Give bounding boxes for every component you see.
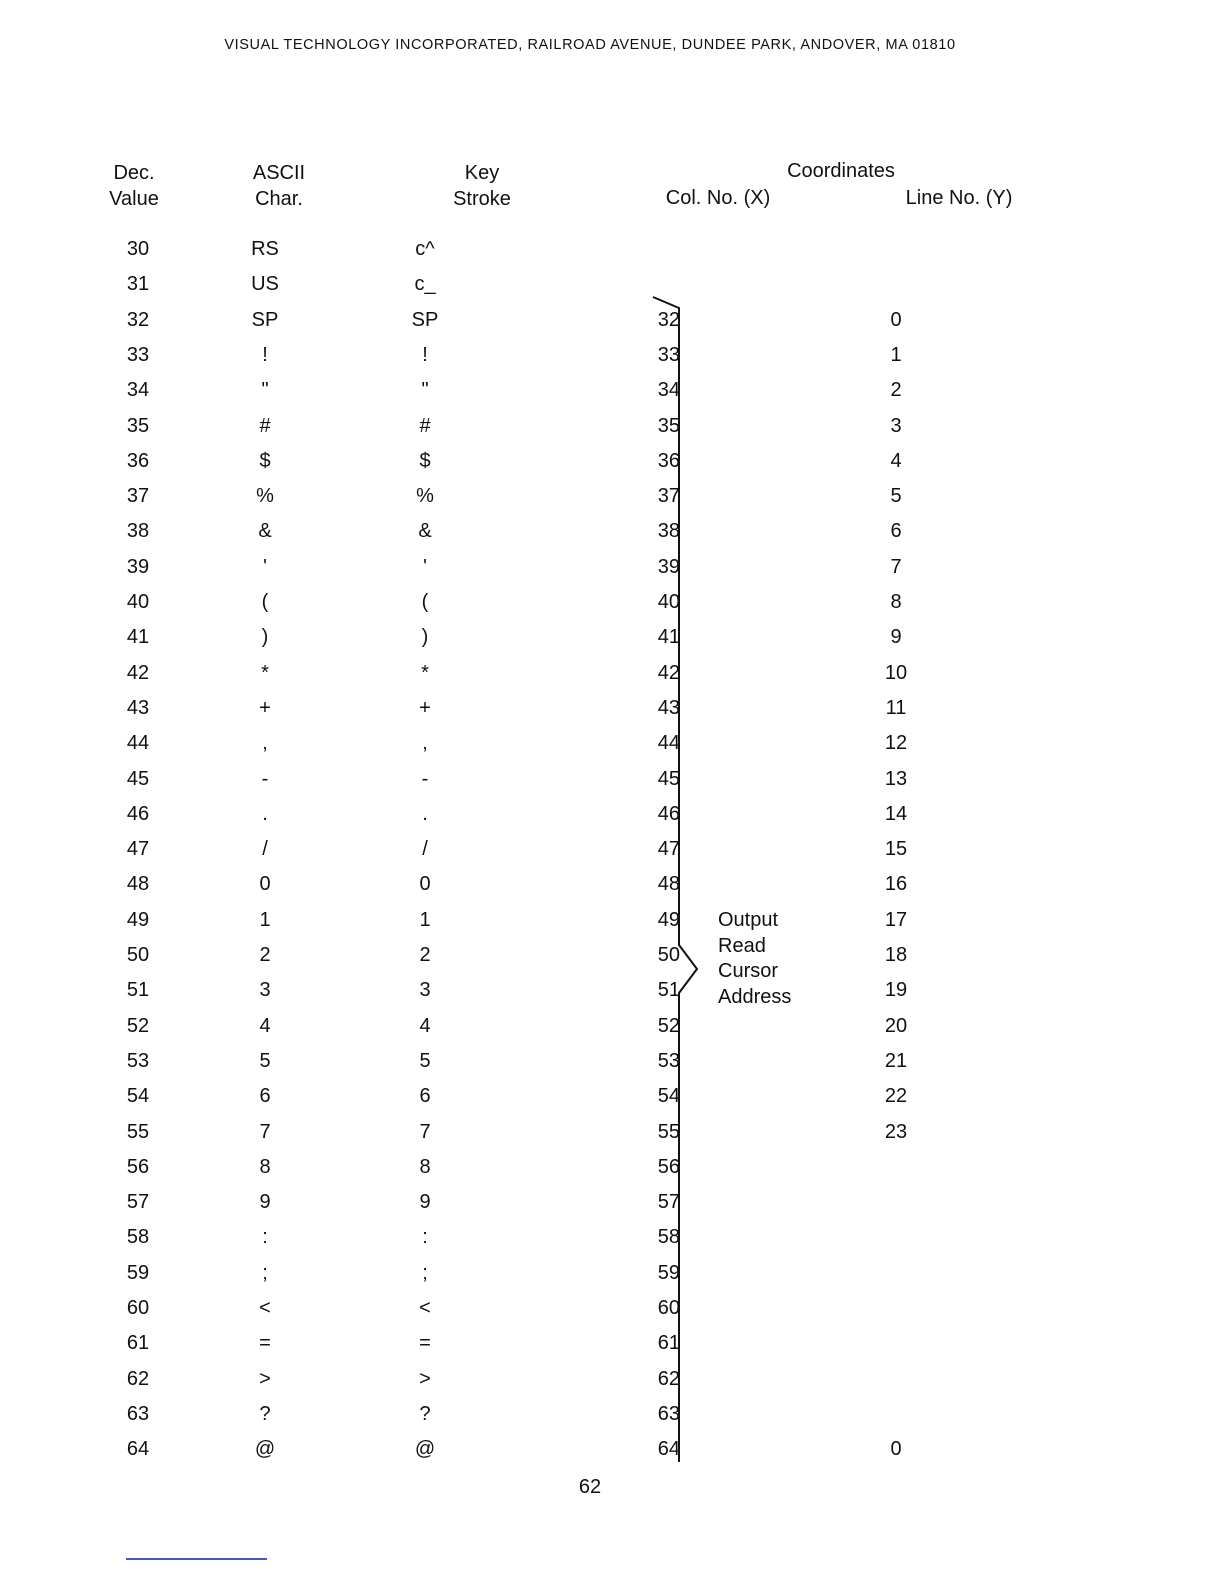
ascii-cell: <: [259, 1297, 271, 1319]
dec-cell: 44: [126, 732, 150, 755]
key-cell: (: [421, 591, 429, 613]
dec-cell: 32: [126, 308, 150, 331]
dec-cell: 63: [126, 1402, 150, 1425]
key-cell: -: [421, 767, 429, 790]
col-cell: 57: [657, 1191, 680, 1214]
col-cell: 63: [657, 1402, 680, 1425]
ascii-cell: $: [259, 449, 271, 472]
ascii-cell: #: [259, 414, 271, 437]
dec-cell: 33: [126, 343, 150, 366]
key-cell: 3: [419, 979, 431, 1002]
line-cell: 1: [890, 343, 902, 366]
footer-rule: [126, 1558, 267, 1560]
ascii-cell: SP: [251, 308, 279, 331]
ascii-cell: US: [251, 273, 279, 296]
key-header-line1: Key: [464, 162, 500, 184]
ascii-cell: 4: [259, 1014, 271, 1037]
ascii-header-line1: ASCII: [252, 162, 306, 184]
ascii-cell: 1: [259, 908, 271, 931]
line-cell: 4: [890, 449, 902, 472]
dec-cell: 59: [126, 1261, 150, 1284]
ascii-cell: +: [259, 696, 271, 719]
dec-cell: 47: [126, 838, 150, 861]
line-no-header: Line No. (Y): [905, 187, 1013, 209]
col-cell: 55: [657, 1120, 680, 1143]
key-header-line2: Stroke: [453, 188, 511, 210]
ascii-cell: (: [261, 591, 269, 613]
col-cell: 45: [657, 767, 680, 790]
dec-cell: 53: [126, 1049, 150, 1072]
dec-cell: 61: [126, 1332, 150, 1355]
line-cell: 10: [884, 661, 908, 684]
dec-cell: 60: [126, 1297, 150, 1319]
dec-cell: 45: [126, 767, 150, 790]
col-cell: 35: [657, 414, 680, 437]
dec-cell: 39: [126, 555, 150, 578]
col-cell: 62: [657, 1367, 680, 1390]
key-cell: ': [423, 555, 427, 578]
dec-cell: 38: [126, 520, 150, 543]
col-cell: 37: [657, 485, 680, 508]
line-cell: 21: [884, 1049, 908, 1072]
key-cell: @: [414, 1438, 436, 1461]
col-cell: 52: [657, 1014, 680, 1037]
dec-cell: 42: [126, 661, 150, 684]
line-cell: 13: [884, 767, 908, 790]
dec-cell: 35: [126, 414, 150, 437]
line-cell: 17: [884, 908, 908, 931]
dec-cell: 41: [126, 626, 150, 649]
key-cell: 8: [419, 1155, 431, 1178]
line-cell: 9: [890, 626, 902, 649]
key-cell: 4: [419, 1014, 431, 1037]
col-cell: 43: [657, 696, 680, 719]
brace-label: [718, 908, 791, 1010]
key-cell: 5: [419, 1049, 431, 1072]
col-cell: 61: [657, 1332, 680, 1355]
col-cell: 34: [657, 379, 680, 402]
dec-cell: 31: [126, 273, 150, 296]
ascii-cell: ": [261, 379, 269, 402]
ascii-cell: ;: [262, 1261, 268, 1284]
dec-cell: 48: [126, 873, 150, 896]
ascii-cell: 3: [259, 979, 271, 1002]
ascii-cell: ): [261, 626, 269, 649]
col-cell: 59: [657, 1261, 680, 1284]
line-cell: 18: [884, 944, 908, 966]
ascii-cell: =: [259, 1332, 271, 1355]
line-cell: 22: [884, 1085, 908, 1108]
ascii-cell: 8: [259, 1155, 271, 1178]
ascii-cell: %: [256, 485, 274, 508]
dec-header-line2: Value: [109, 188, 159, 210]
key-cell: 7: [419, 1120, 431, 1143]
col-cell: 48: [657, 873, 680, 896]
dec-cell: 57: [126, 1191, 150, 1214]
key-cell: $: [419, 449, 431, 472]
dec-cell: 37: [126, 485, 150, 508]
brace-label-line4: Address: [718, 985, 792, 1008]
col-cell: 46: [657, 802, 680, 825]
col-cell: 56: [657, 1155, 680, 1178]
dec-cell: 36: [126, 449, 150, 472]
col-cell: 49: [657, 908, 680, 931]
key-cell: !: [422, 343, 428, 366]
key-cell: SP: [411, 308, 439, 331]
col-cell: 42: [657, 661, 680, 684]
line-cell: 15: [884, 838, 908, 861]
key-cell: ?: [419, 1402, 431, 1425]
key-cell: ): [421, 626, 429, 649]
col-cell: 47: [657, 838, 680, 861]
ascii-cell: 0: [259, 873, 271, 896]
ascii-cell: ?: [259, 1402, 271, 1425]
brace-label-line2: Read: [718, 934, 766, 957]
dec-cell: 49: [126, 908, 150, 931]
line-cell: 23: [884, 1120, 908, 1143]
col-cell: 64: [657, 1438, 680, 1461]
page-header: VISUAL TECHNOLOGY INCORPORATED, RAILROAD AVENUE, DUNDEE PARK, ANDOVER, MA 01810: [224, 37, 956, 53]
col-cell: 53: [657, 1049, 680, 1072]
dec-cell: 51: [126, 979, 150, 1002]
line-cell: 8: [890, 591, 902, 613]
line-cell: 19: [884, 979, 908, 1002]
page-number: 62: [578, 1476, 602, 1498]
ascii-cell: *: [261, 661, 269, 684]
col-cell: 54: [657, 1085, 680, 1108]
ascii-cell: ': [263, 555, 267, 578]
ascii-cell: 5: [259, 1049, 271, 1072]
col-cell: 36: [657, 449, 680, 472]
dec-header-line1: Dec.: [113, 162, 155, 184]
key-cell: *: [421, 661, 429, 684]
col-cell: 39: [657, 555, 680, 578]
key-cell: >: [419, 1367, 431, 1390]
dec-cell: 52: [126, 1014, 150, 1037]
key-cell: <: [419, 1297, 431, 1319]
dec-cell: 30: [126, 238, 150, 260]
line-cell: 11: [885, 696, 907, 719]
dec-cell: 34: [126, 379, 150, 402]
col-cell: 38: [657, 520, 680, 543]
ascii-cell: 6: [259, 1085, 271, 1108]
col-cell: 41: [657, 626, 680, 649]
col-cell: 33: [657, 343, 680, 366]
key-cell: 2: [419, 944, 431, 966]
dec-cell: 55: [126, 1120, 150, 1143]
key-cell: #: [419, 414, 431, 437]
ascii-cell: :: [262, 1226, 268, 1249]
dec-cell: 43: [126, 696, 150, 719]
col-cell: 60: [657, 1297, 680, 1319]
ascii-cell: >: [259, 1367, 271, 1390]
key-cell: .: [422, 802, 428, 825]
ascii-cell: @: [254, 1438, 276, 1461]
col-cell: 58: [657, 1226, 680, 1249]
ascii-cell: ,: [262, 732, 268, 755]
dec-cell: 56: [126, 1155, 150, 1178]
dec-cell: 46: [126, 802, 150, 825]
ascii-cell: 9: [259, 1191, 271, 1214]
key-cell: +: [419, 696, 431, 719]
key-cell: &: [418, 520, 432, 543]
key-cell: %: [416, 485, 434, 508]
dec-cell: 50: [126, 944, 150, 966]
col-cell: 40: [657, 591, 680, 613]
key-cell: :: [422, 1226, 428, 1249]
ascii-cell: &: [258, 520, 272, 543]
key-cell: 1: [419, 908, 431, 931]
ascii-cell: RS: [251, 238, 279, 260]
line-cell: 0: [890, 308, 902, 331]
line-cell: 16: [884, 873, 908, 896]
ascii-cell: 2: [259, 944, 271, 966]
ascii-cell: !: [262, 343, 268, 366]
key-cell: 0: [419, 873, 431, 896]
line-cell: 3: [890, 414, 902, 437]
coordinates-header: Coordinates: [787, 160, 895, 182]
col-cell: 51: [657, 979, 680, 1002]
line-cell: 6: [890, 520, 902, 543]
key-cell: =: [419, 1332, 431, 1355]
dec-cell: 40: [126, 591, 150, 613]
brace-label-line1: Output: [718, 909, 779, 931]
dec-cell: 58: [126, 1226, 150, 1249]
ascii-cell: 7: [259, 1120, 271, 1143]
col-cell: 32: [657, 308, 680, 331]
line-cell: 20: [884, 1014, 908, 1037]
key-cell: ,: [422, 732, 428, 755]
line-cell: 7: [890, 555, 902, 578]
key-cell: c_: [414, 273, 436, 296]
key-cell: 6: [419, 1085, 431, 1108]
key-cell: ": [421, 379, 429, 402]
line-cell: 0: [890, 1438, 902, 1461]
col-cell: 50: [657, 944, 680, 966]
col-no-header: Col. No. (X): [665, 187, 771, 209]
line-cell: 12: [884, 732, 908, 755]
ascii-header-line2: Char.: [255, 188, 303, 210]
ascii-cell: -: [261, 767, 269, 790]
line-cell: 2: [890, 379, 902, 402]
line-cell: 14: [884, 802, 908, 825]
dec-cell: 64: [126, 1438, 150, 1461]
dec-cell: 62: [126, 1367, 150, 1390]
line-cell: 5: [890, 485, 902, 508]
brace-label-line3: Cursor: [718, 960, 779, 982]
key-cell: 9: [419, 1191, 431, 1214]
col-cell: 44: [657, 732, 680, 755]
ascii-cell: /: [262, 838, 268, 861]
ascii-cell: .: [262, 802, 268, 825]
key-cell: ;: [422, 1261, 428, 1284]
dec-cell: 54: [126, 1085, 150, 1108]
key-cell: c^: [415, 238, 435, 260]
key-cell: /: [422, 838, 428, 861]
output-read-cursor-brace: [653, 297, 697, 1462]
